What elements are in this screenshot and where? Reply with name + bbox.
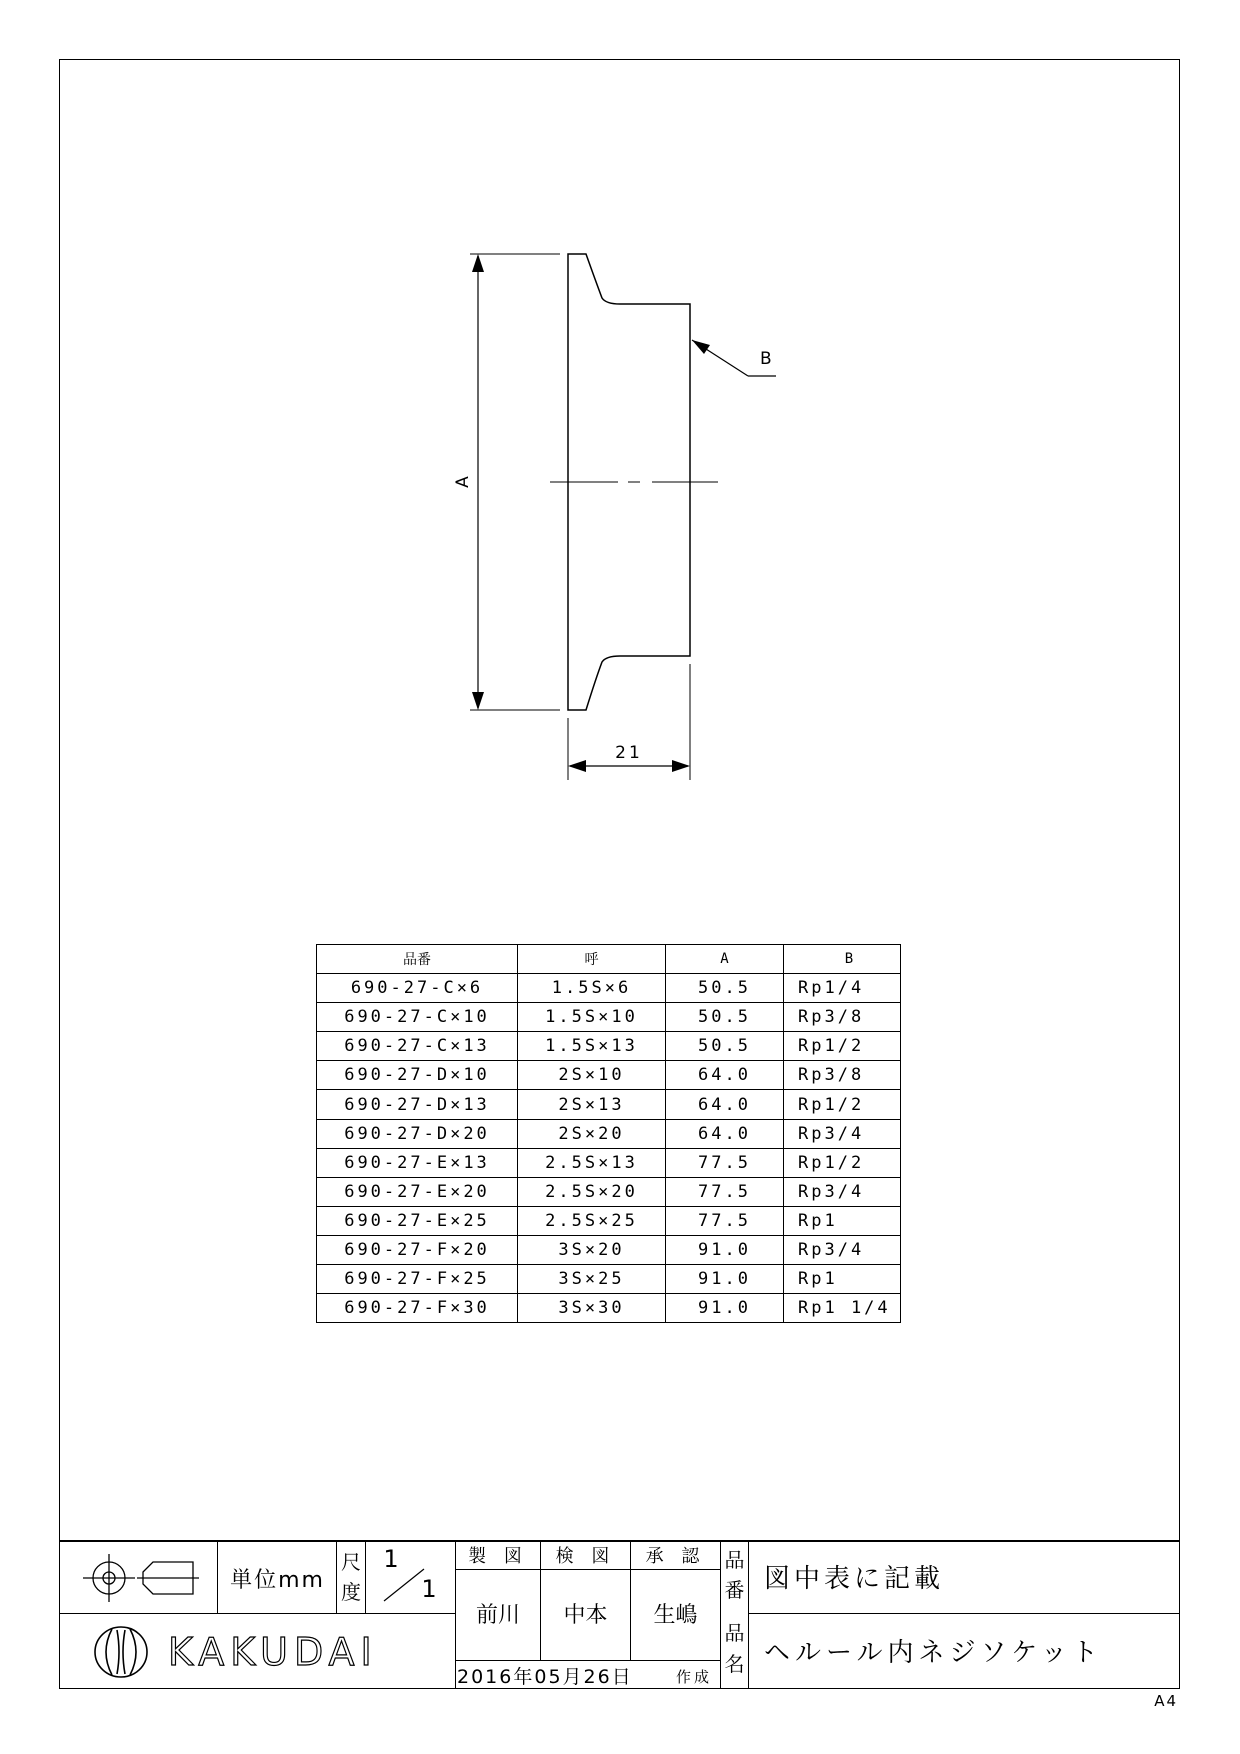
cell-part-no: 690-27-E×13 xyxy=(317,1148,518,1177)
drawn-label: 製 図 xyxy=(468,1546,528,1567)
cell-b: Rp3/8 xyxy=(784,1061,901,1090)
date: 2016年05月26日 xyxy=(457,1665,633,1688)
cell-a: 77.5 xyxy=(666,1177,784,1206)
cell-nominal: 3S×20 xyxy=(518,1235,666,1264)
cell-part-no: 690-27-D×10 xyxy=(317,1061,518,1090)
cell-part-no: 690-27-C×6 xyxy=(317,974,518,1003)
cell-a: 91.0 xyxy=(666,1265,784,1294)
drawn-by: 前川 xyxy=(475,1602,520,1628)
cell-nominal: 1.5S×13 xyxy=(518,1032,666,1061)
cell-nominal: 2S×13 xyxy=(518,1090,666,1119)
cell-a: 77.5 xyxy=(666,1206,784,1235)
cell-nominal: 1.5S×10 xyxy=(518,1003,666,1032)
arrowhead-21-right xyxy=(672,760,690,772)
cell-part-no: 690-27-E×25 xyxy=(317,1206,518,1235)
part-name-label-1: 品 xyxy=(724,1620,745,1645)
cell-nominal: 2S×20 xyxy=(518,1119,666,1148)
cell-part-no: 690-27-F×20 xyxy=(317,1235,518,1264)
cell-a: 50.5 xyxy=(666,1032,784,1061)
arrowhead-21-left xyxy=(568,760,586,772)
cell-b: Rp3/4 xyxy=(784,1235,901,1264)
table-row xyxy=(317,1294,901,1323)
cell-b: Rp1 1/4 xyxy=(784,1294,901,1323)
cell-b: Rp1/2 xyxy=(784,1032,901,1061)
header-nominal: 呼 xyxy=(518,945,666,974)
table-row xyxy=(317,1032,901,1061)
table-row xyxy=(317,1003,901,1032)
approved-label: 承 認 xyxy=(645,1546,706,1567)
projection-symbol-icon xyxy=(75,1550,205,1606)
table-row xyxy=(317,1119,901,1148)
header-a: A xyxy=(666,945,784,974)
brand-name: KAKUDAI xyxy=(168,1630,378,1674)
cell-b: Rp1/2 xyxy=(784,1148,901,1177)
table-row xyxy=(317,1090,901,1119)
arrowhead-a-bottom xyxy=(472,692,484,710)
unit-label: 単位mm xyxy=(230,1567,325,1593)
part-no-label-1: 品 xyxy=(724,1547,745,1572)
cell-nominal: 1.5S×6 xyxy=(518,974,666,1003)
cell-part-no: 690-27-F×30 xyxy=(317,1294,518,1323)
header-part-no: 品番 xyxy=(317,945,518,974)
table-row xyxy=(317,1206,901,1235)
cell-nominal: 2.5S×13 xyxy=(518,1148,666,1177)
table-row xyxy=(317,1235,901,1264)
table-row xyxy=(317,1148,901,1177)
cell-nominal: 2S×10 xyxy=(518,1061,666,1090)
table-row xyxy=(317,1265,901,1294)
cell-b: Rp1 xyxy=(784,1206,901,1235)
cell-a: 91.0 xyxy=(666,1294,784,1323)
cell-a: 91.0 xyxy=(666,1235,784,1264)
cell-part-no: 690-27-C×13 xyxy=(317,1032,518,1061)
part-name-label-2: 名 xyxy=(724,1651,745,1676)
table-row xyxy=(317,1177,901,1206)
cell-nominal: 2.5S×25 xyxy=(518,1206,666,1235)
part-no-label-2: 番 xyxy=(724,1577,745,1602)
cell-part-no: 690-27-D×13 xyxy=(317,1090,518,1119)
table-row xyxy=(317,1061,901,1090)
cell-b: Rp1/4 xyxy=(784,974,901,1003)
sheet-size: A4 xyxy=(1154,1692,1178,1710)
approved-by: 生嶋 xyxy=(653,1602,698,1628)
part-no-value: 図中表に記載 xyxy=(764,1563,945,1594)
kakudai-logo-icon xyxy=(88,1622,154,1682)
cell-part-no: 690-27-E×20 xyxy=(317,1177,518,1206)
cell-part-no: 690-27-C×10 xyxy=(317,1003,518,1032)
cell-nominal: 3S×25 xyxy=(518,1265,666,1294)
cell-a: 64.0 xyxy=(666,1061,784,1090)
dim-a-label: A xyxy=(453,476,473,488)
scale-label-1: 尺 xyxy=(341,1549,361,1574)
cell-part-no: 690-27-D×20 xyxy=(317,1119,518,1148)
cell-b: Rp3/4 xyxy=(784,1119,901,1148)
cell-a: 50.5 xyxy=(666,974,784,1003)
scale-label-2: 度 xyxy=(341,1579,361,1604)
scale-numerator: 1 xyxy=(383,1545,399,1573)
part-name-value: ヘルール内ネジソケット xyxy=(764,1637,1103,1668)
created-label: 作成 xyxy=(675,1667,712,1686)
cell-b: Rp3/8 xyxy=(784,1003,901,1032)
checked-label: 検 図 xyxy=(555,1546,616,1567)
arrowhead-b xyxy=(692,340,710,354)
cell-part-no: 690-27-F×25 xyxy=(317,1265,518,1294)
cell-a: 64.0 xyxy=(666,1090,784,1119)
header-b: B xyxy=(784,945,901,974)
table-header-row xyxy=(317,945,901,974)
dim-b-label: B xyxy=(760,349,772,369)
cell-nominal: 3S×30 xyxy=(518,1294,666,1323)
cell-a: 50.5 xyxy=(666,1003,784,1032)
cell-b: Rp3/4 xyxy=(784,1177,901,1206)
cell-b: Rp1/2 xyxy=(784,1090,901,1119)
cell-a: 64.0 xyxy=(666,1119,784,1148)
cell-nominal: 2.5S×20 xyxy=(518,1177,666,1206)
spec-table xyxy=(316,944,901,1323)
dim-length-label: 21 xyxy=(615,743,643,763)
scale-denominator: 1 xyxy=(421,1575,437,1603)
cell-a: 77.5 xyxy=(666,1148,784,1177)
table-row xyxy=(317,974,901,1003)
checked-by: 中本 xyxy=(563,1602,608,1628)
cell-b: Rp1 xyxy=(784,1265,901,1294)
arrowhead-a-top xyxy=(472,254,484,272)
